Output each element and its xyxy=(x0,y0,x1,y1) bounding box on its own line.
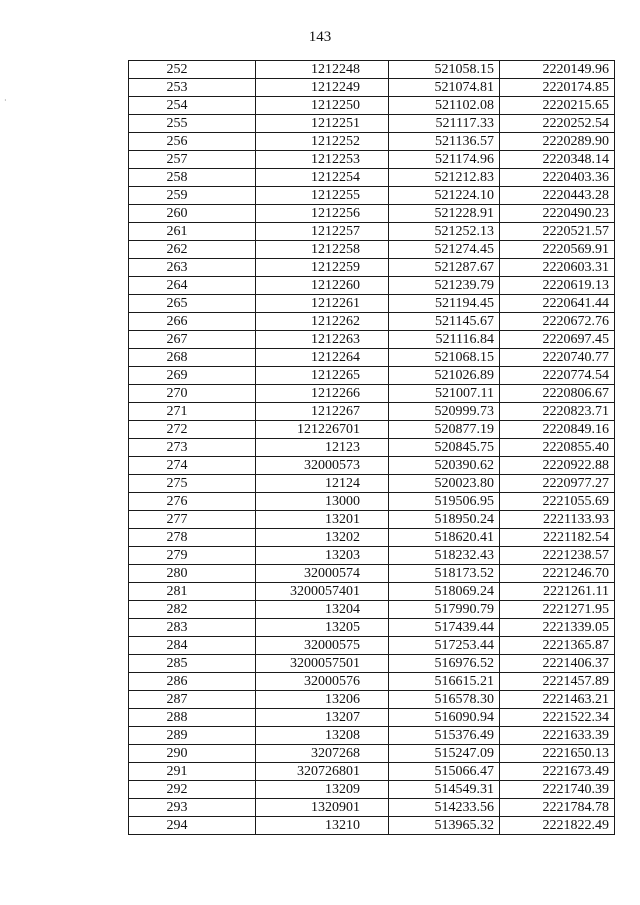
y-coordinate-cell: 2220697.45 xyxy=(500,331,615,349)
y-coordinate-cell: 2220774.54 xyxy=(500,367,615,385)
margin-mark: · xyxy=(4,96,7,105)
point-id-cell: 32000575 xyxy=(256,637,389,655)
point-id-cell: 13209 xyxy=(256,781,389,799)
x-coordinate-cell: 518173.52 xyxy=(389,565,500,583)
x-coordinate-cell: 520390.62 xyxy=(389,457,500,475)
table-row xyxy=(129,385,615,403)
x-coordinate-cell: 521058.15 xyxy=(389,61,500,79)
point-id-cell: 32000576 xyxy=(256,673,389,691)
row-number-cell: 283 xyxy=(129,619,256,637)
point-id-cell: 1320901 xyxy=(256,799,389,817)
y-coordinate-cell: 2220174.85 xyxy=(500,79,615,97)
x-coordinate-cell: 516090.94 xyxy=(389,709,500,727)
table-row xyxy=(129,205,615,223)
point-id-cell: 12124 xyxy=(256,475,389,493)
table-row xyxy=(129,115,615,133)
x-coordinate-cell: 521224.10 xyxy=(389,187,500,205)
point-id-cell: 3200057501 xyxy=(256,655,389,673)
x-coordinate-cell: 517990.79 xyxy=(389,601,500,619)
point-id-cell: 13201 xyxy=(256,511,389,529)
y-coordinate-cell: 2221133.93 xyxy=(500,511,615,529)
row-number-cell: 271 xyxy=(129,403,256,421)
row-number-cell: 265 xyxy=(129,295,256,313)
point-id-cell: 3200057401 xyxy=(256,583,389,601)
x-coordinate-cell: 518620.41 xyxy=(389,529,500,547)
x-coordinate-cell: 520845.75 xyxy=(389,439,500,457)
x-coordinate-cell: 521212.83 xyxy=(389,169,500,187)
y-coordinate-cell: 2221238.57 xyxy=(500,547,615,565)
table-row xyxy=(129,223,615,241)
row-number-cell: 261 xyxy=(129,223,256,241)
y-coordinate-cell: 2221182.54 xyxy=(500,529,615,547)
row-number-cell: 258 xyxy=(129,169,256,187)
x-coordinate-cell: 518950.24 xyxy=(389,511,500,529)
point-id-cell: 1212250 xyxy=(256,97,389,115)
row-number-cell: 276 xyxy=(129,493,256,511)
y-coordinate-cell: 2220443.28 xyxy=(500,187,615,205)
table-row xyxy=(129,763,615,781)
point-id-cell: 320726801 xyxy=(256,763,389,781)
row-number-cell: 270 xyxy=(129,385,256,403)
x-coordinate-cell: 517439.44 xyxy=(389,619,500,637)
point-id-cell: 13210 xyxy=(256,817,389,835)
x-coordinate-cell: 521026.89 xyxy=(389,367,500,385)
row-number-cell: 272 xyxy=(129,421,256,439)
y-coordinate-cell: 2220603.31 xyxy=(500,259,615,277)
x-coordinate-cell: 517253.44 xyxy=(389,637,500,655)
table-row xyxy=(129,151,615,169)
table-row xyxy=(129,655,615,673)
point-id-cell: 1212257 xyxy=(256,223,389,241)
row-number-cell: 255 xyxy=(129,115,256,133)
y-coordinate-cell: 2220922.88 xyxy=(500,457,615,475)
page-number: 143 xyxy=(308,29,332,45)
point-id-cell: 1212252 xyxy=(256,133,389,151)
table-row xyxy=(129,601,615,619)
row-number-cell: 277 xyxy=(129,511,256,529)
y-coordinate-cell: 2221522.34 xyxy=(500,709,615,727)
point-id-cell: 1212248 xyxy=(256,61,389,79)
row-number-cell: 293 xyxy=(129,799,256,817)
y-coordinate-cell: 2221650.13 xyxy=(500,745,615,763)
y-coordinate-cell: 2220855.40 xyxy=(500,439,615,457)
table-row xyxy=(129,313,615,331)
x-coordinate-cell: 515247.09 xyxy=(389,745,500,763)
x-coordinate-cell: 521228.91 xyxy=(389,205,500,223)
row-number-cell: 291 xyxy=(129,763,256,781)
point-id-cell: 12123 xyxy=(256,439,389,457)
point-id-cell: 1212266 xyxy=(256,385,389,403)
row-number-cell: 288 xyxy=(129,709,256,727)
x-coordinate-cell: 515376.49 xyxy=(389,727,500,745)
y-coordinate-cell: 2221740.39 xyxy=(500,781,615,799)
table-row xyxy=(129,133,615,151)
table-row xyxy=(129,367,615,385)
row-number-cell: 252 xyxy=(129,61,256,79)
y-coordinate-cell: 2221784.78 xyxy=(500,799,615,817)
x-coordinate-cell: 521117.33 xyxy=(389,115,500,133)
point-id-cell: 3207268 xyxy=(256,745,389,763)
coordinates-table-body xyxy=(129,61,615,835)
point-id-cell: 1212254 xyxy=(256,169,389,187)
x-coordinate-cell: 520999.73 xyxy=(389,403,500,421)
point-id-cell: 32000574 xyxy=(256,565,389,583)
y-coordinate-cell: 2220823.71 xyxy=(500,403,615,421)
row-number-cell: 290 xyxy=(129,745,256,763)
y-coordinate-cell: 2221261.11 xyxy=(500,583,615,601)
table-row xyxy=(129,745,615,763)
table-row xyxy=(129,619,615,637)
y-coordinate-cell: 2221339.05 xyxy=(500,619,615,637)
row-number-cell: 257 xyxy=(129,151,256,169)
x-coordinate-cell: 521074.81 xyxy=(389,79,500,97)
table-row xyxy=(129,331,615,349)
y-coordinate-cell: 2221055.69 xyxy=(500,493,615,511)
point-id-cell: 1212253 xyxy=(256,151,389,169)
point-id-cell: 13204 xyxy=(256,601,389,619)
x-coordinate-cell: 521274.45 xyxy=(389,241,500,259)
table-row xyxy=(129,565,615,583)
y-coordinate-cell: 2220252.54 xyxy=(500,115,615,133)
table-row xyxy=(129,241,615,259)
table-row xyxy=(129,277,615,295)
table-row xyxy=(129,295,615,313)
y-coordinate-cell: 2221271.95 xyxy=(500,601,615,619)
x-coordinate-cell: 521194.45 xyxy=(389,295,500,313)
row-number-cell: 287 xyxy=(129,691,256,709)
x-coordinate-cell: 516976.52 xyxy=(389,655,500,673)
point-id-cell: 1212251 xyxy=(256,115,389,133)
table-row xyxy=(129,547,615,565)
table-row xyxy=(129,673,615,691)
row-number-cell: 262 xyxy=(129,241,256,259)
y-coordinate-cell: 2221822.49 xyxy=(500,817,615,835)
y-coordinate-cell: 2221406.37 xyxy=(500,655,615,673)
coordinates-table xyxy=(128,60,615,835)
table-row xyxy=(129,529,615,547)
row-number-cell: 253 xyxy=(129,79,256,97)
point-id-cell: 13205 xyxy=(256,619,389,637)
table-row xyxy=(129,799,615,817)
row-number-cell: 282 xyxy=(129,601,256,619)
x-coordinate-cell: 521116.84 xyxy=(389,331,500,349)
point-id-cell: 1212258 xyxy=(256,241,389,259)
table-row xyxy=(129,637,615,655)
x-coordinate-cell: 521102.08 xyxy=(389,97,500,115)
x-coordinate-cell: 521136.57 xyxy=(389,133,500,151)
point-id-cell: 13207 xyxy=(256,709,389,727)
row-number-cell: 264 xyxy=(129,277,256,295)
row-number-cell: 280 xyxy=(129,565,256,583)
x-coordinate-cell: 514233.56 xyxy=(389,799,500,817)
y-coordinate-cell: 2221633.39 xyxy=(500,727,615,745)
table-row xyxy=(129,61,615,79)
point-id-cell: 1212255 xyxy=(256,187,389,205)
row-number-cell: 275 xyxy=(129,475,256,493)
y-coordinate-cell: 2220289.90 xyxy=(500,133,615,151)
table-row xyxy=(129,457,615,475)
table-row xyxy=(129,439,615,457)
point-id-cell: 1212249 xyxy=(256,79,389,97)
row-number-cell: 266 xyxy=(129,313,256,331)
row-number-cell: 284 xyxy=(129,637,256,655)
table-row xyxy=(129,583,615,601)
point-id-cell: 1212263 xyxy=(256,331,389,349)
y-coordinate-cell: 2220490.23 xyxy=(500,205,615,223)
row-number-cell: 260 xyxy=(129,205,256,223)
row-number-cell: 292 xyxy=(129,781,256,799)
row-number-cell: 256 xyxy=(129,133,256,151)
y-coordinate-cell: 2220215.65 xyxy=(500,97,615,115)
x-coordinate-cell: 515066.47 xyxy=(389,763,500,781)
point-id-cell: 121226701 xyxy=(256,421,389,439)
table-row xyxy=(129,169,615,187)
row-number-cell: 259 xyxy=(129,187,256,205)
x-coordinate-cell: 516578.30 xyxy=(389,691,500,709)
point-id-cell: 1212259 xyxy=(256,259,389,277)
table-row xyxy=(129,97,615,115)
x-coordinate-cell: 514549.31 xyxy=(389,781,500,799)
y-coordinate-cell: 2220149.96 xyxy=(500,61,615,79)
x-coordinate-cell: 521239.79 xyxy=(389,277,500,295)
table-row xyxy=(129,781,615,799)
point-id-cell: 1212261 xyxy=(256,295,389,313)
table-row xyxy=(129,403,615,421)
row-number-cell: 273 xyxy=(129,439,256,457)
table-row xyxy=(129,727,615,745)
x-coordinate-cell: 513965.32 xyxy=(389,817,500,835)
table-row xyxy=(129,691,615,709)
table-row xyxy=(129,349,615,367)
row-number-cell: 267 xyxy=(129,331,256,349)
row-number-cell: 278 xyxy=(129,529,256,547)
point-id-cell: 32000573 xyxy=(256,457,389,475)
y-coordinate-cell: 2220619.13 xyxy=(500,277,615,295)
table-row xyxy=(129,709,615,727)
y-coordinate-cell: 2220977.27 xyxy=(500,475,615,493)
row-number-cell: 289 xyxy=(129,727,256,745)
x-coordinate-cell: 521068.15 xyxy=(389,349,500,367)
row-number-cell: 269 xyxy=(129,367,256,385)
y-coordinate-cell: 2220740.77 xyxy=(500,349,615,367)
row-number-cell: 294 xyxy=(129,817,256,835)
y-coordinate-cell: 2220849.16 xyxy=(500,421,615,439)
x-coordinate-cell: 521145.67 xyxy=(389,313,500,331)
table-row xyxy=(129,79,615,97)
x-coordinate-cell: 521252.13 xyxy=(389,223,500,241)
y-coordinate-cell: 2221673.49 xyxy=(500,763,615,781)
point-id-cell: 1212256 xyxy=(256,205,389,223)
row-number-cell: 286 xyxy=(129,673,256,691)
point-id-cell: 1212264 xyxy=(256,349,389,367)
y-coordinate-cell: 2221457.89 xyxy=(500,673,615,691)
table-row xyxy=(129,475,615,493)
point-id-cell: 1212267 xyxy=(256,403,389,421)
y-coordinate-cell: 2220641.44 xyxy=(500,295,615,313)
x-coordinate-cell: 521287.67 xyxy=(389,259,500,277)
point-id-cell: 1212260 xyxy=(256,277,389,295)
row-number-cell: 281 xyxy=(129,583,256,601)
point-id-cell: 13202 xyxy=(256,529,389,547)
table-row xyxy=(129,259,615,277)
y-coordinate-cell: 2221246.70 xyxy=(500,565,615,583)
x-coordinate-cell: 521007.11 xyxy=(389,385,500,403)
row-number-cell: 254 xyxy=(129,97,256,115)
table-row xyxy=(129,817,615,835)
row-number-cell: 285 xyxy=(129,655,256,673)
x-coordinate-cell: 518069.24 xyxy=(389,583,500,601)
x-coordinate-cell: 520023.80 xyxy=(389,475,500,493)
x-coordinate-cell: 516615.21 xyxy=(389,673,500,691)
row-number-cell: 274 xyxy=(129,457,256,475)
x-coordinate-cell: 518232.43 xyxy=(389,547,500,565)
x-coordinate-cell: 520877.19 xyxy=(389,421,500,439)
point-id-cell: 1212265 xyxy=(256,367,389,385)
point-id-cell: 13203 xyxy=(256,547,389,565)
y-coordinate-cell: 2220672.76 xyxy=(500,313,615,331)
y-coordinate-cell: 2220348.14 xyxy=(500,151,615,169)
row-number-cell: 263 xyxy=(129,259,256,277)
point-id-cell: 13206 xyxy=(256,691,389,709)
y-coordinate-cell: 2220569.91 xyxy=(500,241,615,259)
x-coordinate-cell: 521174.96 xyxy=(389,151,500,169)
point-id-cell: 13208 xyxy=(256,727,389,745)
y-coordinate-cell: 2221463.21 xyxy=(500,691,615,709)
row-number-cell: 279 xyxy=(129,547,256,565)
row-number-cell: 268 xyxy=(129,349,256,367)
y-coordinate-cell: 2220403.36 xyxy=(500,169,615,187)
point-id-cell: 1212262 xyxy=(256,313,389,331)
table-row xyxy=(129,421,615,439)
table-row xyxy=(129,511,615,529)
point-id-cell: 13000 xyxy=(256,493,389,511)
y-coordinate-cell: 2221365.87 xyxy=(500,637,615,655)
table-row xyxy=(129,493,615,511)
x-coordinate-cell: 519506.95 xyxy=(389,493,500,511)
y-coordinate-cell: 2220806.67 xyxy=(500,385,615,403)
y-coordinate-cell: 2220521.57 xyxy=(500,223,615,241)
table-row xyxy=(129,187,615,205)
